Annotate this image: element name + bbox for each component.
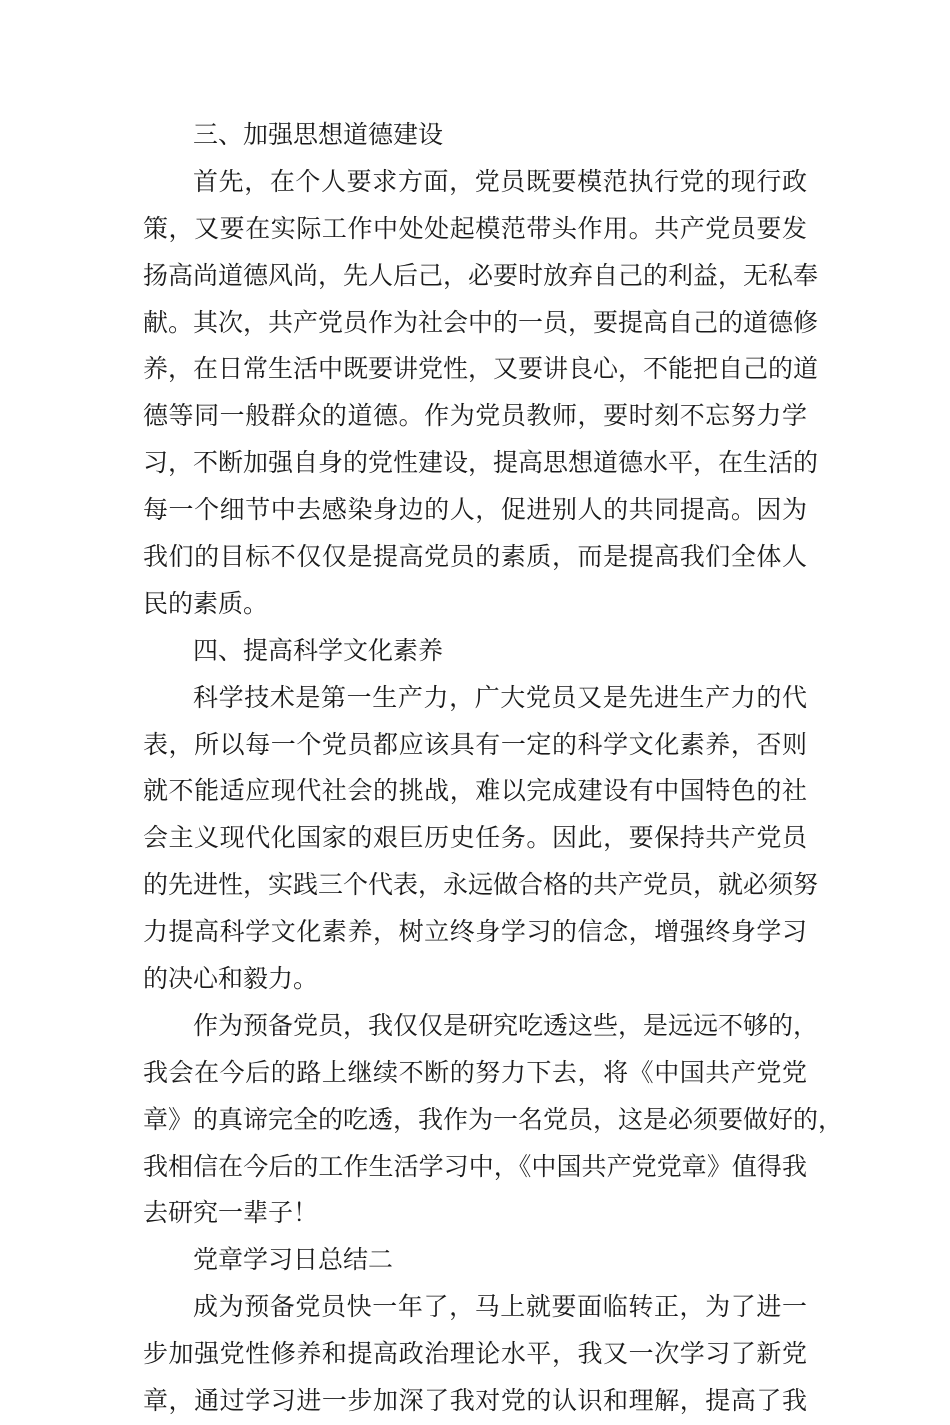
text-line: 扬高尚道德风尚，先人后己，必要时放弃自己的利益，无私奉: [143, 260, 819, 290]
text-line: 科学技术是第一生产力，广大党员又是先进生产力的代: [193, 682, 807, 712]
text-line: 步加强党性修养和提高政治理论水平，我又一次学习了新党: [143, 1339, 807, 1369]
text-line: 力提高科学文化素养，树立终身学习的信念，增强终身学习: [143, 917, 807, 947]
text-line: 首先，在个人要求方面，党员既要模范执行党的现行政: [193, 166, 807, 196]
text-line: 就不能适应现代社会的挑战，难以完成建设有中国特色的社: [143, 776, 807, 806]
text-line: 会主义现代化国家的艰巨历史任务。因此，要保持共产党员: [143, 823, 807, 853]
text-line: 表，所以每一个党员都应该具有一定的科学文化素养，否则: [143, 729, 807, 759]
text-line: 作为预备党员，我仅仅是研究吃透这些，是远远不够的，: [193, 1010, 819, 1040]
text-line: 习，不断加强自身的党性建设，提高思想道德水平，在生活的: [143, 448, 819, 478]
text-line: 策，又要在实际工作中处处起模范带头作用。共产党员要发: [143, 213, 807, 243]
text-line: 我相信在今后的工作生活学习中，《中国共产党党章》值得我: [143, 1151, 807, 1181]
text-line: 党章学习日总结二: [193, 1245, 394, 1275]
text-line: 章，通过学习进一步加深了我对党的认识和理解，提高了我: [143, 1386, 807, 1416]
document-body: [143, 112, 844, 1425]
text-line: 德等同一般群众的道德。作为党员教师，要时刻不忘努力学: [143, 401, 807, 431]
text-line: 我会在今后的路上继续不断的努力下去，将《中国共产党党: [143, 1057, 807, 1087]
text-line: 成为预备党员快一年了，马上就要面临转正，为了进一: [193, 1292, 807, 1322]
text-line: 四、提高科学文化素养: [193, 635, 444, 665]
text-line: 献。其次，共产党员作为社会中的一员，要提高自己的道德修: [143, 307, 819, 337]
text-line: 去研究一辈子！: [143, 1198, 319, 1228]
text-line: 民的素质。: [143, 588, 269, 618]
text-line: 养，在日常生活中既要讲党性，又要讲良心，不能把自己的道: [143, 354, 819, 384]
text-line: 章》的真谛完全的吃透，我作为一名党员，这是必须要做好的，: [143, 1104, 844, 1134]
text-line: 的先进性，实践三个代表，永远做合格的共产党员，就必须努: [143, 870, 819, 900]
text-line: 三、加强思想道德建设: [193, 120, 444, 149]
text-line: 的决心和毅力。: [143, 964, 319, 994]
text-line: 每一个细节中去感染身边的人，促进别人的共同提高。因为: [143, 495, 807, 525]
text-line: 我们的目标不仅仅是提高党员的素质，而是提高我们全体人: [143, 542, 807, 572]
